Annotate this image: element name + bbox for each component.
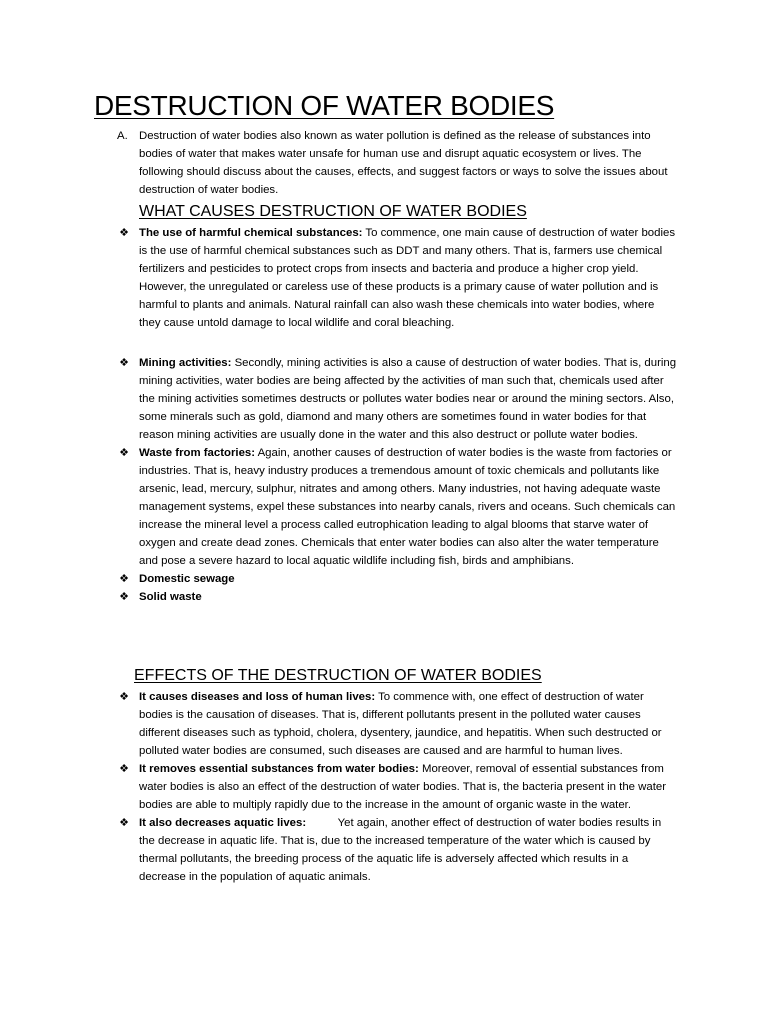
effect-text: Moreover, removal of essential substances from water bodies is also an effect of the destruction of water bodies. That is, the bacteria present in the water bodies are able to multiply rapidly due to the increase in the amount of organic waste in the water. xyxy=(139,763,667,811)
effect-lead: It also decreases aquatic lives: xyxy=(139,817,307,829)
document-title: DESTRUCTION OF WATER BODIES xyxy=(94,90,555,121)
cause-text: To commence, one main cause of destruction of water bodies is the use of harmful chemical substances such as DDT and many others. That is, farmers use chemical fertilizers and pesticides to protect crops from insects and bacteria and produce a higher crop yield. However, the unregulated or careless use of these products is a primary cause of water pollution and is harmful to plants and animals. Natural rainfall can also wash these chemicals into water bodies, where they cause untold damage to local wildlife and coral bleaching. xyxy=(139,227,676,329)
diamond-bullet-icon: ❖ xyxy=(119,817,129,829)
effects-heading: EFFECTS OF THE DESTRUCTION OF WATER BODIES xyxy=(134,667,542,684)
effect-lead: It removes essential substances from water bodies: xyxy=(139,763,419,775)
diamond-bullet-icon: ❖ xyxy=(119,691,129,703)
effects-list xyxy=(117,688,677,886)
cause-item-factories xyxy=(117,444,677,570)
diamond-bullet-icon: ❖ xyxy=(119,447,129,459)
effect-item-diseases xyxy=(117,688,677,760)
cause-item-solid-waste xyxy=(117,588,677,606)
cause-item-chemicals xyxy=(117,224,677,332)
cause-text: Secondly, mining activities is also a cause of destruction of water bodies. That is, during mining activities, water bodies are being affected by the activities of man such that, chemicals used after the mining activities sometimes destructs or pollutes water bodies near or around the mining sectors. Also, some minerals such as gold, diamond and many others are sometimes found in water bodies for that reason mining activities are usually done in the water and this also destruct or pollute water bodies. xyxy=(139,357,677,441)
intro-text: Destruction of water bodies also known as water pollution is defined as the release of substances into bodies of water that makes water unsafe for human use and disrupt aquatic ecosystem or lives. The following should discuss about the causes, effects, and suggest factors or ways to solve the issues about destruction of water bodies. xyxy=(139,130,668,196)
cause-lead: Solid waste xyxy=(139,591,202,603)
effect-text: Yet again, another effect of destruction of water bodies results in the decrease in aquatic life. That is, due to the increased temperature of the water which is caused by thermal pollutants, the breeding process of the aquatic life is adversely affected which results in a decrease in the population of aquatic animals. xyxy=(139,817,665,883)
effect-text: To commence with, one effect of destruction of water bodies is the causation of diseases. That is, different pollutants present in the polluted water causes different diseases such as typhoid, cholera, dysentery, jaundice, and hepatitis. When such destructed or polluted water bodies are consumed, such diseases are caused and are harmful to human lives. xyxy=(139,691,662,757)
diamond-bullet-icon: ❖ xyxy=(119,763,129,775)
diamond-bullet-icon: ❖ xyxy=(119,573,129,585)
cause-item-sewage xyxy=(117,570,677,588)
cause-text: Again, another causes of destruction of water bodies is the waste from factories or industries. That is, heavy industry produces a tremendous amount of toxic chemicals and pollutants like arsenic, lead, mercury, sulphur, nitrates and among others. Many industries, not having adequate waste management systems, expel these substances into nearby canals, rivers and oceans. Such chemicals can increase the mineral level a process called eutrophication leading to algal blooms that starve water of oxygen and create dead zones. Chemicals that enter water bodies can also alter the water temperature and pose a severe hazard to local aquatic wildlife including fish, birds and amphibians. xyxy=(139,447,676,567)
cause-lead: Domestic sewage xyxy=(139,573,235,585)
causes-heading: WHAT CAUSES DESTRUCTION OF WATER BODIES xyxy=(139,203,527,220)
effect-item-aquatic-life xyxy=(117,814,677,886)
intro-marker: A. xyxy=(117,130,128,142)
diamond-bullet-icon: ❖ xyxy=(119,357,129,369)
diamond-bullet-icon: ❖ xyxy=(119,591,129,603)
effect-lead: It causes diseases and loss of human lives: xyxy=(139,691,376,703)
effect-item-substances xyxy=(117,760,677,814)
cause-item-mining xyxy=(117,354,677,444)
causes-list xyxy=(117,224,677,606)
diamond-bullet-icon: ❖ xyxy=(119,227,129,239)
cause-lead: Waste from factories: xyxy=(139,447,256,459)
cause-lead: The use of harmful chemical substances: xyxy=(139,227,363,239)
intro-paragraph xyxy=(117,127,677,199)
cause-lead: Mining activities: xyxy=(139,357,232,369)
